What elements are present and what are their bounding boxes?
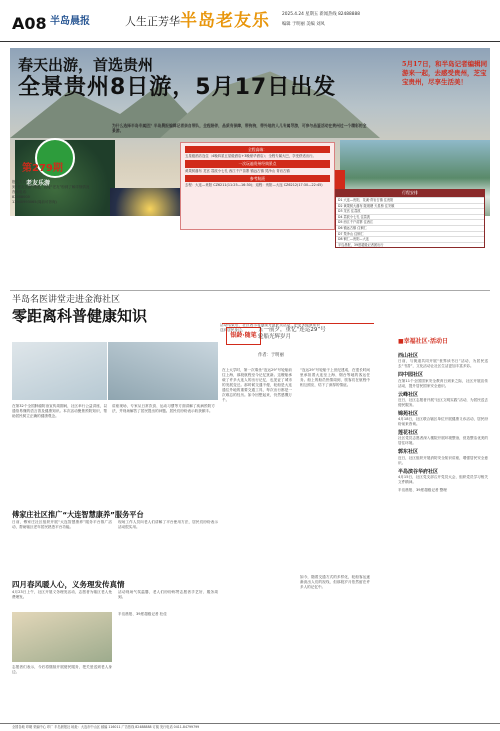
section-title: 全程高端： [185, 146, 330, 153]
subhead-body: 现场工作人员向老人们讲解了平台使用方法，居民们纷纷表示活动很实用。 [118, 520, 218, 529]
story-body: 在第32个全国肿瘤防治宣传周期间，社区举行公益讲座，以通俗易懂的语言普及健康知识。本次活动聚焦预防知识，帮助居民树立正确的健康观念。 [12, 404, 107, 418]
signup-label: 报名方式： [12, 180, 30, 184]
lecture-photo [108, 342, 218, 400]
phone-2: 13940993065(周前可咨询) [12, 200, 57, 204]
essay-byline: 作者：于明丽 [258, 353, 284, 358]
subhead: 四月春风暖人心，义务理发传真情 [12, 580, 125, 589]
lecture-photo [12, 342, 107, 400]
news-body: 4月18日，社区联合辖区单位开展健康义诊活动，居民纷纷前来咨询。 [398, 417, 488, 426]
editor-name: 于明丽 [291, 22, 305, 27]
hero-headline: 全景贵州8日游，5月17日出发 [18, 75, 337, 100]
news-title: 云峰社区 [398, 391, 419, 398]
brand-title: 半岛老友乐 [180, 11, 270, 31]
news-title: 半岛滨谷华府社区 [398, 468, 439, 475]
section-body: 黄果树瀑布 龙宫 荔波小七孔 西江千户苗寨 镇远古镇 梵净山 青岩古镇 [185, 168, 290, 173]
news-title: 郭东社区 [398, 449, 419, 456]
news-body: 日前，与街道共同开展“世界读书日”活动，为居民送去“书香”，文化活动让社区生活更加丰富多彩。 [398, 359, 488, 369]
signup-desc: 到“老友乐游”网报，直接“老友”粉到了解详细情况 [12, 185, 90, 189]
story-kicker: 半岛名医讲堂走进金海社区 [12, 295, 121, 305]
section-title: 一次玩遍贵州经典景点 [185, 160, 330, 167]
itinerary-row: D1 大连—贵阳，花溪·青岩古镇 住贵阳 [336, 197, 484, 203]
itinerary-row: D7 梵净山 住铜仁 [336, 231, 484, 237]
subhead-body: 志愿者们表示，今后将继续开展便民服务，把关爱送到老人身边。 [12, 665, 112, 674]
footer: 全国各地 印刷 采编中心 印厂 半岛晨报社 地址：大连市中山区 邮编 116011 广告热线 82488888 订阅 发行电话 0411-84799799 [0, 723, 500, 731]
subhead: 傅家庄社区推广“大连智慧康养”服务平台 [12, 510, 144, 519]
product-details [180, 142, 335, 230]
designer-label: 美编 [306, 22, 315, 27]
phone-label: 咨询电话： [12, 190, 30, 194]
news-title: 西山社区 [398, 353, 419, 359]
news-body: 社区党员志愿者深入楼院开展环境整治，营造整洁优美的居住环境。 [398, 436, 488, 446]
paper-logo: 半岛晨报 [50, 16, 90, 27]
story-body: 讲座现场，专家从日常饮食、运动习惯等方面讲解了疾病预防方法，并现场解答了居民提出的问题。居民们纷纷表示收获颇丰。 [112, 404, 215, 413]
column-name: 人生正芳华 [125, 15, 180, 28]
issue-weekday: 星期五 [305, 12, 319, 17]
haircut-photo [12, 612, 112, 662]
community-news [398, 350, 488, 720]
section-title: 参考航班 [185, 175, 330, 182]
signup-info [12, 180, 97, 205]
itinerary-note: 半岛晨报，39度超级记者团出行 [336, 242, 484, 248]
essay-title: 五一前夕，重忆“连运29”号轮船光辉岁月 [258, 327, 326, 340]
editor-label: 编辑 [282, 22, 291, 27]
hotline-label: 新闻热线 [319, 12, 337, 17]
issue-date: 2025.4.24 [282, 12, 304, 17]
credit-line: 半岛晨报、39度超级记者 杜佳 [118, 612, 167, 616]
itinerary-table [335, 189, 485, 248]
itinerary-row: D2 黄果树大瀑布 陡坡塘 天星桥 住安顺 [336, 203, 484, 209]
itinerary-row: D3 龙宫 住荔波 [336, 208, 484, 214]
essay-body: “连运29”号轮船于上世纪建成，在很长时间里承担着大连至上海、烟台等地的客运任务。船上的船员热情周到，旅客们在航程中相互照应，结下了深厚的情谊。 [300, 368, 370, 387]
night-town-photo [110, 188, 190, 216]
essay-body: 如今，随着交通方式的多样化，轮船客运逐渐淡出人们的视线，但那段岁月依然留在许多人的记忆中。 [300, 575, 370, 589]
club-logo-text: 老友乐游 [26, 180, 51, 187]
itinerary-row: D6 镇远古镇 住铜仁 [336, 225, 484, 231]
page-number: A08 [12, 14, 47, 33]
hero-kicker: 春天出游，首选贵州 [18, 56, 154, 74]
story-headline: 零距离科普健康知识 [12, 307, 148, 325]
news-title: 锦苑社区 [398, 410, 419, 417]
itinerary-row: D4 荔波小七孔 住荔波 [336, 214, 484, 220]
news-body: 在第11个全国国家安全教育日到来之际，社区开展宣传活动，提升居民国家安全意识。 [398, 378, 488, 388]
section-body: 五星级酒店连住（4晚四星五星级酒店+3晚豪华酒店）；全程专属大巴，享受舒适出行。 [185, 154, 316, 159]
divider [10, 290, 490, 291]
phone-1: 82488000 [12, 195, 30, 199]
itinerary-row: D8 铜仁—贵阳—大连 [336, 236, 484, 242]
masthead [0, 0, 500, 42]
subhead-body: 日前，傅家庄社区组织开展“大连智慧康养”服务平台推广活动，帮助辖区老年居民熟悉平台功能。 [12, 520, 112, 529]
designer-name: 刘凤 [316, 22, 325, 27]
subhead-body: 4月23日上午，社区开展义务理发活动，志愿者为辖区老人免费理发。 [12, 590, 112, 599]
news-body: 近日，社区组织开展消防安全知识讲座，增强居民安全意识。 [398, 455, 488, 465]
hero-lede: 为什么选择半岛专属团？半岛晨报编辑记者亲自带队，全程陪伴，品质有保障，带狗狗，带外地的人儿专属导游，可参与品鉴活动在贵州过一个精彩的全景游。 [112, 123, 367, 134]
hotline-number: 82488888 [338, 12, 360, 17]
news-title: 四中园社区 [398, 372, 424, 379]
news-title: 莲花社区 [398, 430, 419, 436]
itinerary-title: 行程安排 [336, 190, 484, 197]
news-body: 近日，社区志愿者开展“社区文明实践”活动，为居民送去便民服务。 [398, 397, 488, 407]
news-body: 4月15日，社区党支部召开党员大会，组织党员学习相关文件精神。 [398, 474, 488, 484]
issue-number: 第279期 [22, 163, 63, 174]
right-column-title: ■幸福社区·活动日 [398, 338, 448, 345]
story-body: 活动结束后，社区表示将继续开展此类活动，把更多健康知识送到居民身边。 [220, 323, 320, 332]
essay-body: 在上大学时，第一次乘坐“连运29”号轮船前往上海，那段航程至今记忆犹新。这艘船承载了许多大连人的出行记忆，也见证了城市的发展变迁。那时候交通不便，轮船是大连通往外地的重要交通工具，每次出行都是一次难忘的经历。如今回想起来，仍然感慨万千。 [222, 368, 292, 402]
credit-line: 半岛晨报、39度超级记者 整理 [398, 487, 447, 492]
hero-side-text: 5月17日，和半岛记者编辑同游来一起，去感受贵州，芝宝宝贵州，尽享生活美！ [402, 60, 488, 86]
section-body: 去程：大连—贵阳 CZ6211(11:25—16:30)；返程：贵阳—大连 CZ6212(17:30—22:45) [185, 183, 323, 188]
itinerary-row: D5 西江千户苗寨 住西江 [336, 219, 484, 225]
subhead-body: 活动现场气氛温馨，老人们纷纷称赞志愿者手艺好、服务周到。 [118, 590, 218, 599]
essay-badge: 银龄·随笔 [226, 327, 261, 345]
